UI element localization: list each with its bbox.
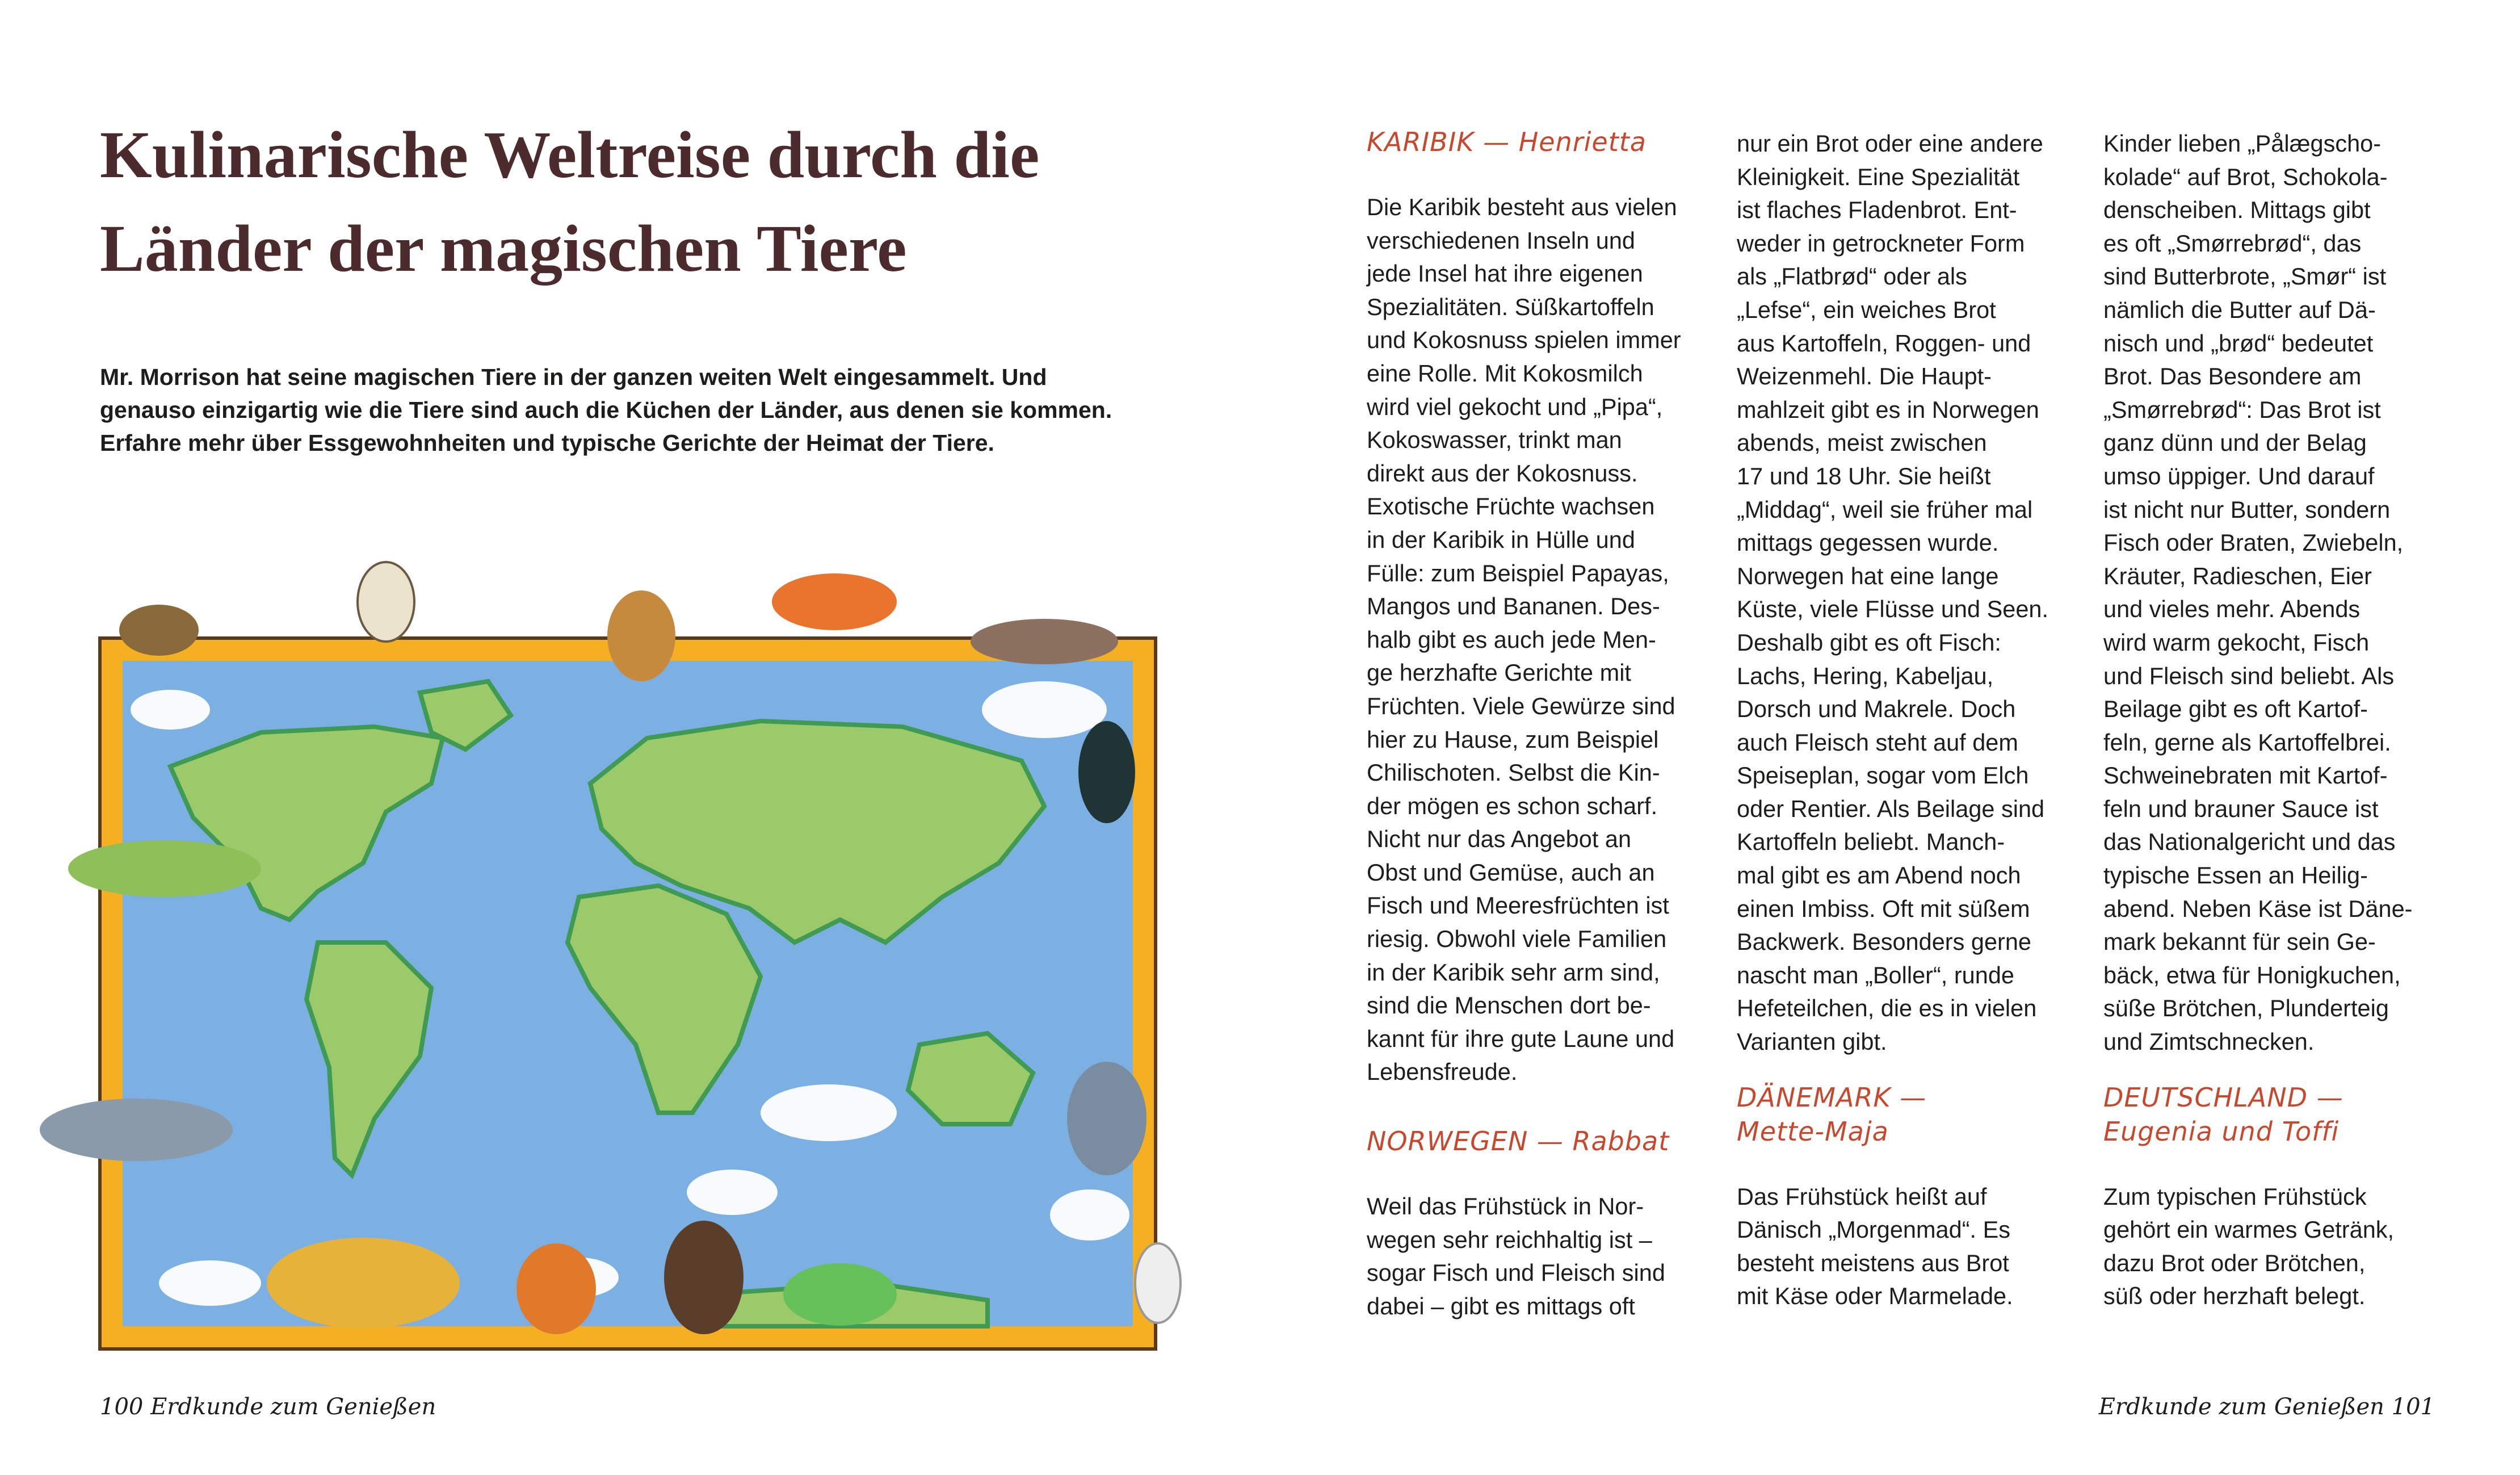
lemur (516, 1243, 596, 1334)
rat (1135, 1243, 1181, 1323)
heading-karibik: KARIBIK — Henrietta (1367, 127, 1647, 157)
column-2 (1737, 127, 2077, 1313)
black-cat (1078, 721, 1135, 823)
jaguar (267, 1238, 460, 1329)
text-karibik: Die Karibik besteht aus vielen verschiedenen Inseln und jede Insel hat ihre eigenen Spezialitäten. Süßkartoffeln und Kokosnuss spielen immer eine Rolle. Mit Kokosmilch wird viel gekocht und „Pipa“, Kokoswasser, trinkt man direkt aus der Kokosnuss. Exotische Früchte wachsen in der Karibik in Hülle und Fülle: zum Beispiel Papayas, Mangos und Bananen. Des- halb gibt es auch jede Men- ge herzhafte Gerichte mit Früchten. Viele Gewürze sind hier zu Hause, zum Beispiel Chilischoten. Selbst die Kin- der mögen es schon scharf. Nicht nur das Angebot an Obst und Gemüse, auch an Fisch und Meeresfrüchten ist riesig. Obwohl viele Familien in der Karibik sehr arm sind, sind die Menschen dort be- kannt für ihre gute Laune und Lebensfreude. (1367, 194, 1681, 1086)
text-deutschland: Zum typischen Frühstück gehört ein warmes Getränk, dazu Brot oder Brötchen, süß oder herzhaft belegt. (2103, 1183, 2395, 1310)
heading-norwegen: NORWEGEN — Rabbat (1367, 1126, 1670, 1157)
world-map-illustration (23, 545, 1203, 1363)
heading-deutschland: DEUTSCHLAND — Eugenia und Toffi (2103, 1082, 2343, 1147)
text-daenemark-start: Das Frühstück heißt auf Dänisch „Morgenmad“. Es besteht meistens aus Brot mit Käse oder Marmelade. (1737, 1183, 2013, 1310)
seal (40, 1099, 233, 1161)
column-1 (1367, 125, 1707, 1323)
page-number-right: Erdkunde zum Genießen 101 (2098, 1394, 2435, 1420)
column-3 (2103, 127, 2444, 1313)
heading-daenemark: DÄNEMARK — Mette-Maja (1737, 1082, 1927, 1147)
text-norwegen-start: Weil das Frühstück in Nor- wegen sehr reichhaltig ist – sogar Fisch und Fleisch sind dabei – gibt es mittags oft (1367, 1193, 1665, 1319)
dog (607, 590, 675, 681)
bat (971, 619, 1118, 664)
monkey (664, 1221, 744, 1334)
page-number-left: 100 Erdkunde zum Genießen (100, 1394, 436, 1420)
turtle (119, 605, 199, 656)
text-norwegen-cont: nur ein Brot oder eine andere Kleinigkeit. Eine Spezialität ist flaches Fladenbrot. Ent- weder in getrockneter Form als „Flatbrød“ oder als „Lefse“, ein weiches Brot aus Kartoffeln, Roggen- und Weizenmehl. Die Haupt- mahlzeit gibt es in Norwegen abends, meist zwischen 17 und 18 Uhr. Sie heißt „Middag“, weil sie früher mal mittags gegessen wurde. Norwegen hat eine lange Küste, viele Flüsse und Seen. Deshalb gibt es oft Fisch: Lachs, Hering, Kabeljau, Dorsch und Makrele. Doch auch Fleisch steht auf dem Speiseplan, sogar vom Elch oder Rentier. Als Beilage sind Kartoffeln beliebt. Manch- mal gibt es am Abend noch einen Imbiss. Oft mit süßem Backwerk. Besonders gerne nascht man „Boller“, runde Hefeteilchen, die es in vielen Varianten gibt. (1737, 130, 2049, 1055)
owl (358, 562, 414, 642)
page-title: Kulinarische Weltreise durch die Länder der magischen Tiere (100, 118, 1040, 286)
koala (1067, 1062, 1146, 1175)
chameleon (783, 1263, 897, 1326)
fox (772, 573, 897, 630)
intro-text: Mr. Morrison hat seine magischen Tiere in der ganzen weiten Welt eingesammelt. Und genauso einzigartig wie die Tiere sind auch die Küchen der Länder, aus denen sie kommen. Erfahre mehr über Essgewohnheiten und typische Gerichte der Heimat der Tiere. (100, 364, 1112, 456)
text-daenemark-cont: Kinder lieben „Pålægscho- kolade“ auf Brot, Schokola- denscheiben. Mittags gibt es oft „Smørrebrød“, das sind Butterbrote, „Smør“ ist nämlich die Butter auf Dä- nisch und „brød“ bedeutet Brot. Das Besondere am „Smørrebrød“: Das Brot ist ganz dünn und der Belag umso üppiger. Und darauf ist nicht nur Butter, sondern Fisch oder Braten, Zwiebeln, Kräuter, Radieschen, Eier und vieles mehr. Abends wird warm gekocht, Fisch und Fleisch sind beliebt. Als Beilage gibt es oft Kartof- feln, gerne als Kartoffelbrei. Schweinebraten mit Kartof- feln und brauner Sauce ist das Nationalgericht und das typische Essen an Heilig- abend. Neben Käse ist Däne- mark bekannt für sein Ge- bäck, etwa für Honigkuchen, süße Brötchen, Plunderteig und Zimtschnecken. (2103, 130, 2413, 1055)
crocodile (68, 840, 261, 897)
